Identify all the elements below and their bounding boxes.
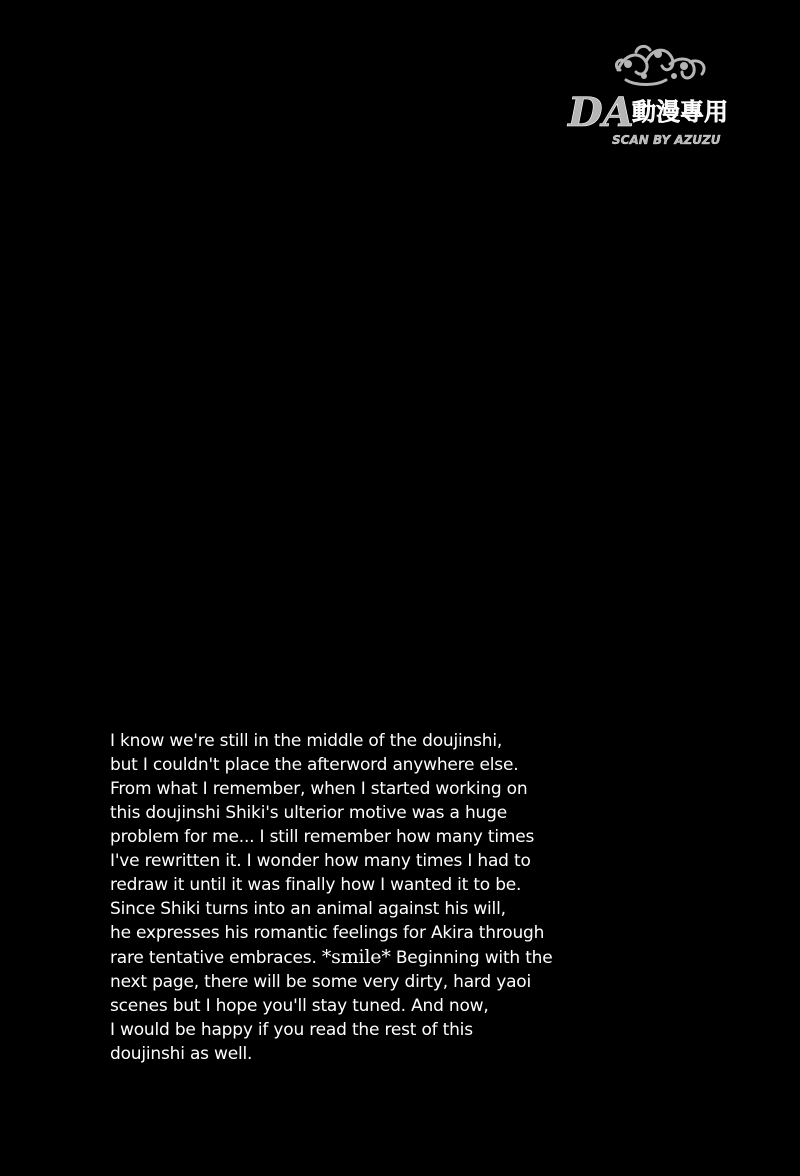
afterword-line: this doujinshi Shiki's ulterior motive was a huge xyxy=(110,803,507,823)
watermark-brand: DA xyxy=(568,89,634,136)
afterword-line: doujinshi as well. xyxy=(110,1044,253,1064)
afterword-line xyxy=(110,945,553,970)
scan-watermark xyxy=(566,40,744,152)
afterword-line: scenes but I hope you'll stay tuned. And now, xyxy=(110,996,489,1016)
afterword-line: I know we're still in the middle of the doujinshi, xyxy=(110,731,503,751)
afterword-line: From what I remember, when I started working on xyxy=(110,779,528,799)
watermark-credit: SCAN BY AZUZU xyxy=(612,133,721,147)
afterword-text xyxy=(110,729,553,1066)
afterword-line: problem for me... I still remember how many times xyxy=(110,827,535,847)
afterword-line: redraw it until it was finally how I wanted it to be. xyxy=(110,875,522,895)
afterword-line: but I couldn't place the afterword anywhere else. xyxy=(110,755,519,775)
watermark-chinese: 動漫專用 xyxy=(632,98,728,126)
afterword-line: he expresses his romantic feelings for Akira through xyxy=(110,923,545,943)
smile-emphasis: *smile* xyxy=(321,946,391,968)
floral-logo-icon xyxy=(566,40,744,152)
afterword-line: Since Shiki turns into an animal against his will, xyxy=(110,899,506,919)
afterword-line-part: rare tentative embraces. xyxy=(110,948,322,968)
afterword-line-part: Beginning with the xyxy=(390,948,553,968)
afterword-line: I would be happy if you read the rest of this xyxy=(110,1020,473,1040)
afterword-line: I've rewritten it. I wonder how many times I had to xyxy=(110,851,531,871)
afterword-line: next page, there will be some very dirty, hard yaoi xyxy=(110,972,532,992)
